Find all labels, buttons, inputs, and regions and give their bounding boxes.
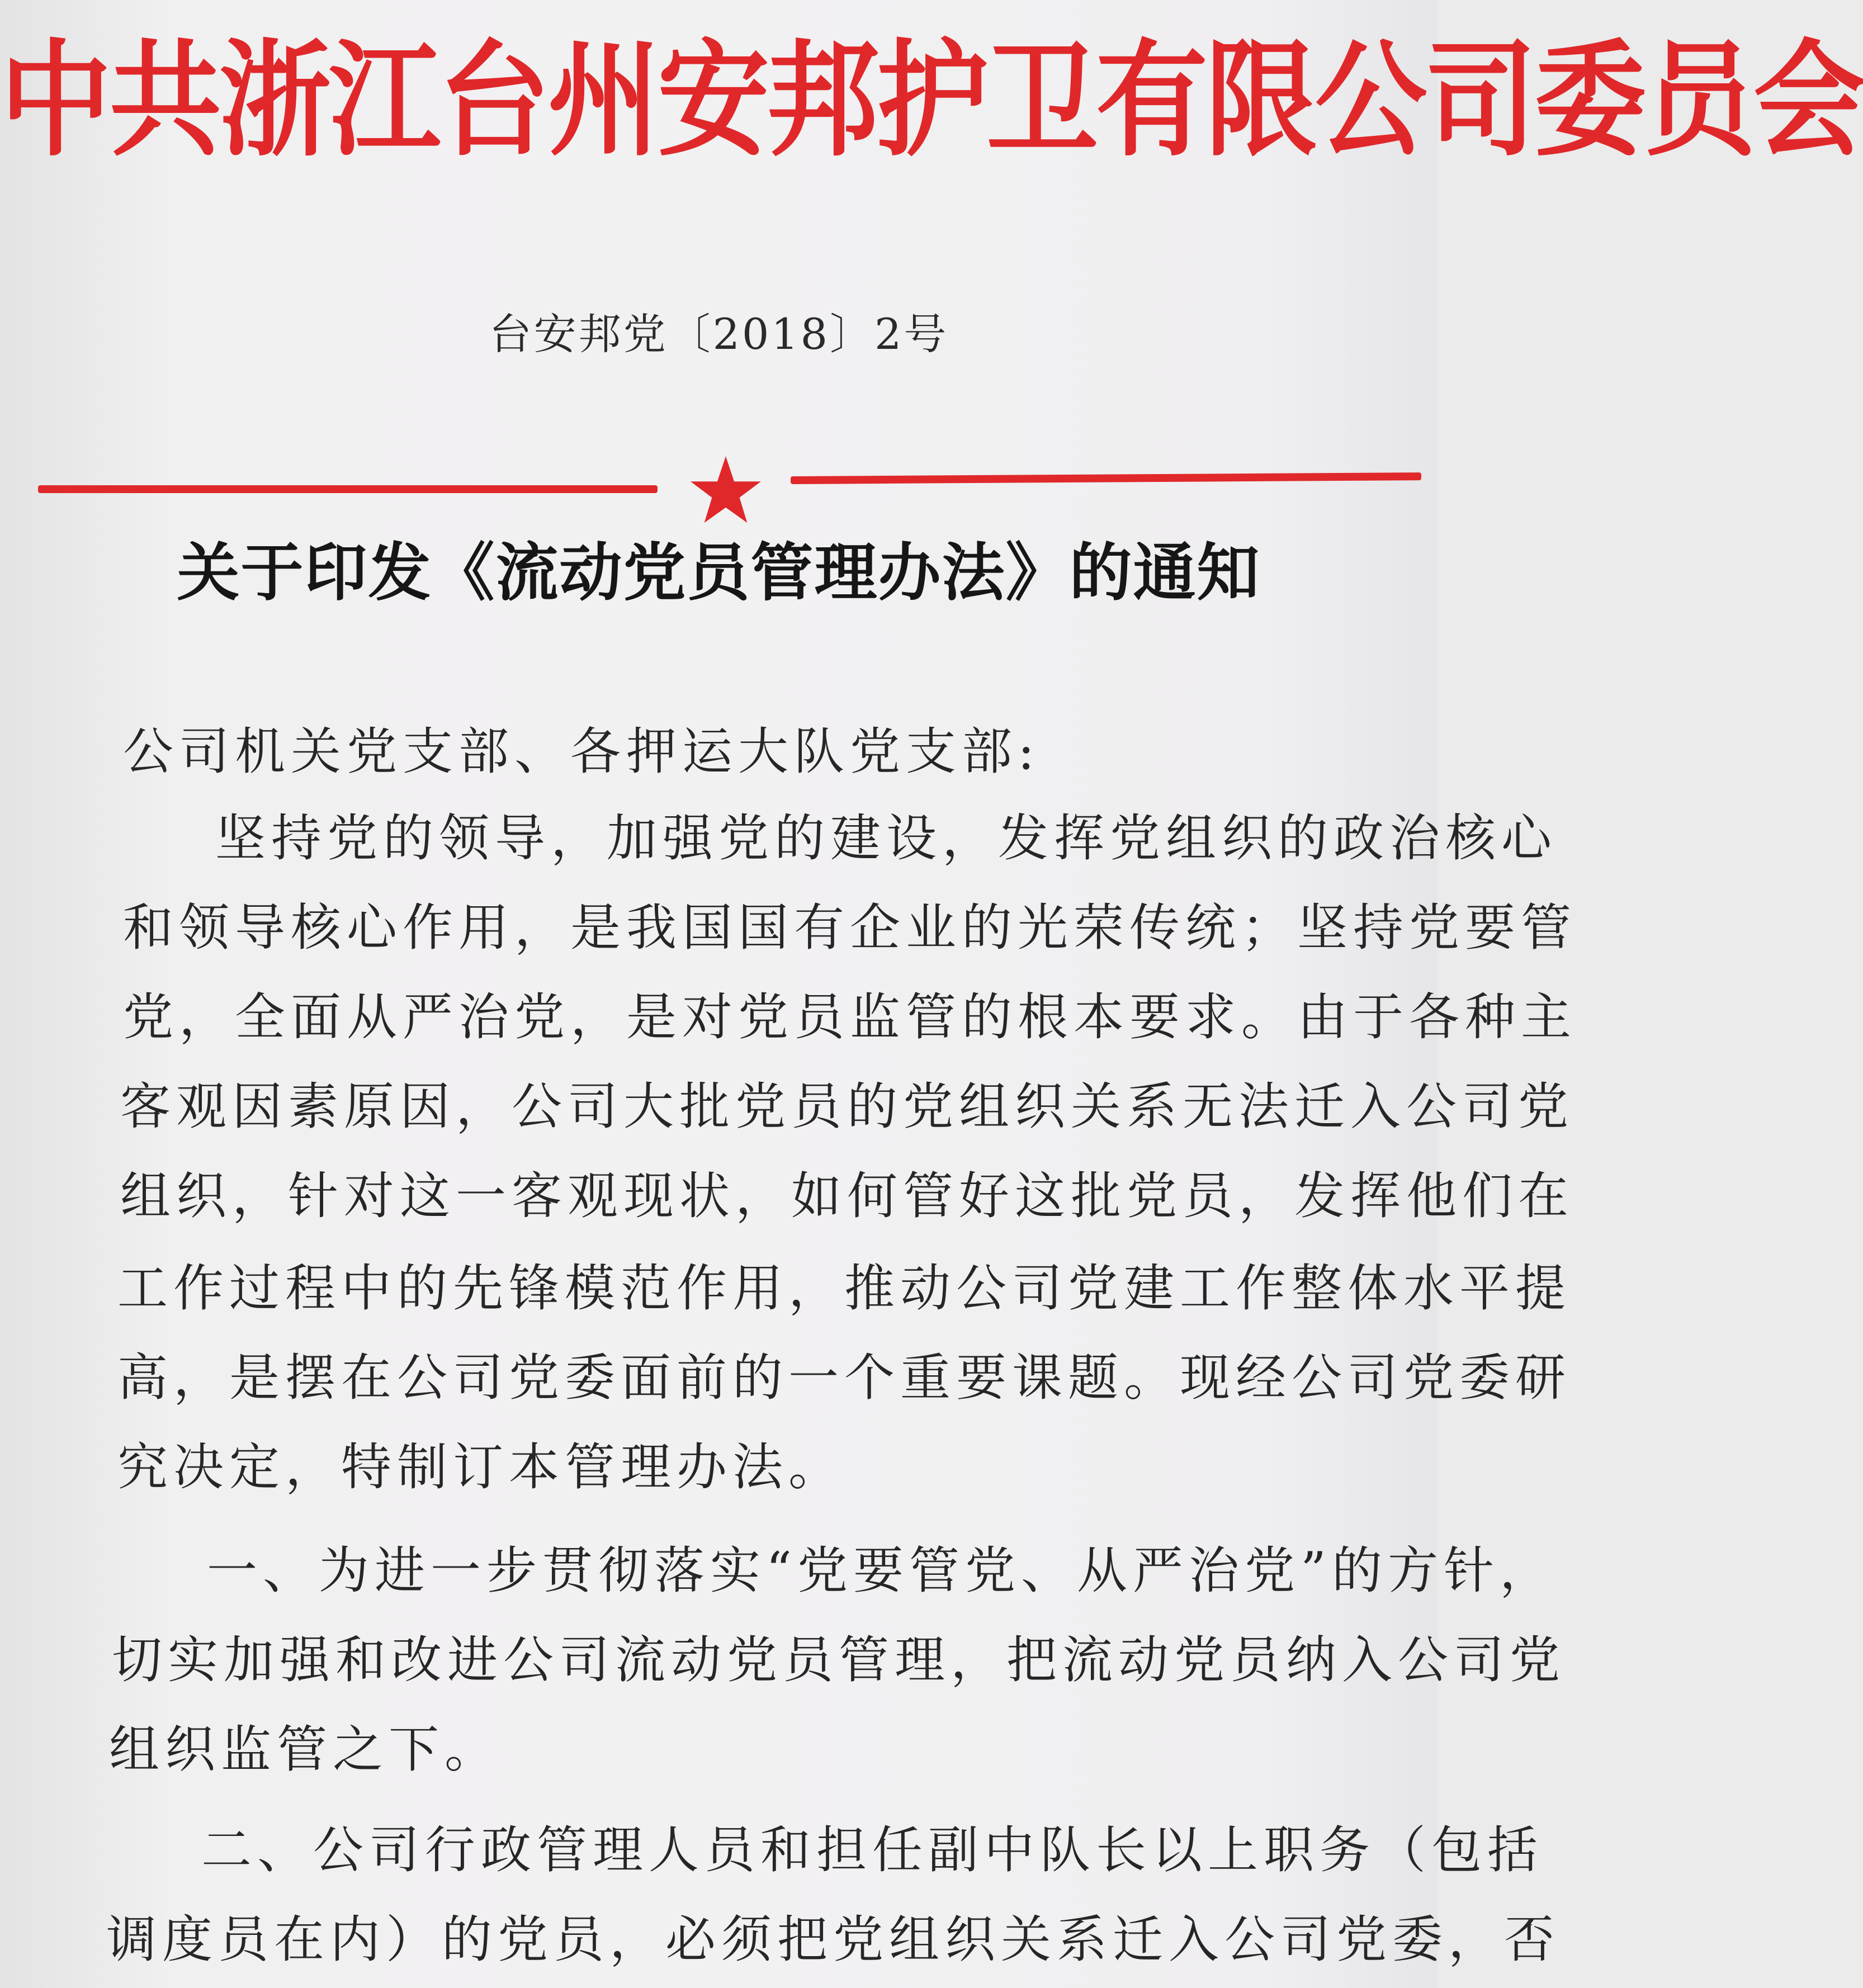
red-divider-left — [38, 485, 658, 493]
paragraph-line: 组织，针对这一客观现状，如何管好这批党员，发挥他们在 — [120, 1167, 1574, 1225]
notice-title: 关于印发《流动党员管理办法》的通知 — [177, 536, 1261, 609]
paragraph-line: 客观因素原因，公司大批党员的党组织关系无法迁入公司党 — [120, 1077, 1574, 1136]
paragraph-line: 究决定，特制订本管理办法。 — [117, 1438, 844, 1497]
paragraph-line: 坚持党的领导，加强党的建设，发挥党组织的政治核心 — [215, 809, 1557, 868]
paragraph-line: 党，全面从严治党，是对党员监管的根本要求。由于各种主 — [123, 988, 1577, 1047]
paragraph-line: 二、公司行政管理人员和担任副中队长以上职务（包括 — [201, 1821, 1543, 1880]
paragraph-line: 切实加强和改进公司流动党员管理，把流动党员纳入公司党 — [112, 1631, 1566, 1689]
document-number: 台安邦党〔2018〕2号 — [489, 309, 949, 359]
paragraph-line: 高，是摆在公司党委面前的一个重要课题。现经公司党委研 — [117, 1348, 1571, 1407]
paragraph-line: 一、为进一步贯彻落实“党要管党、从严治党”的方针， — [207, 1541, 1556, 1600]
red-divider-right — [791, 472, 1421, 484]
paragraph-line: 工作过程中的先锋模范作用，推动公司党建工作整体水平提 — [117, 1259, 1571, 1318]
recipient-line: 公司机关党支部、各押运大队党支部: — [123, 722, 1041, 781]
red-star-icon — [687, 454, 765, 527]
paragraph-line: 调度员在内）的党员，必须把党组织关系迁入公司党委，否 — [106, 1910, 1560, 1969]
paragraph-line: 组织监管之下。 — [109, 1720, 500, 1779]
paragraph-line: 和领导核心作用，是我国国有企业的光荣传统；坚持党要管 — [123, 898, 1577, 957]
org-masthead: 中共浙江台州安邦护卫有限公司委员会 — [0, 27, 1863, 174]
